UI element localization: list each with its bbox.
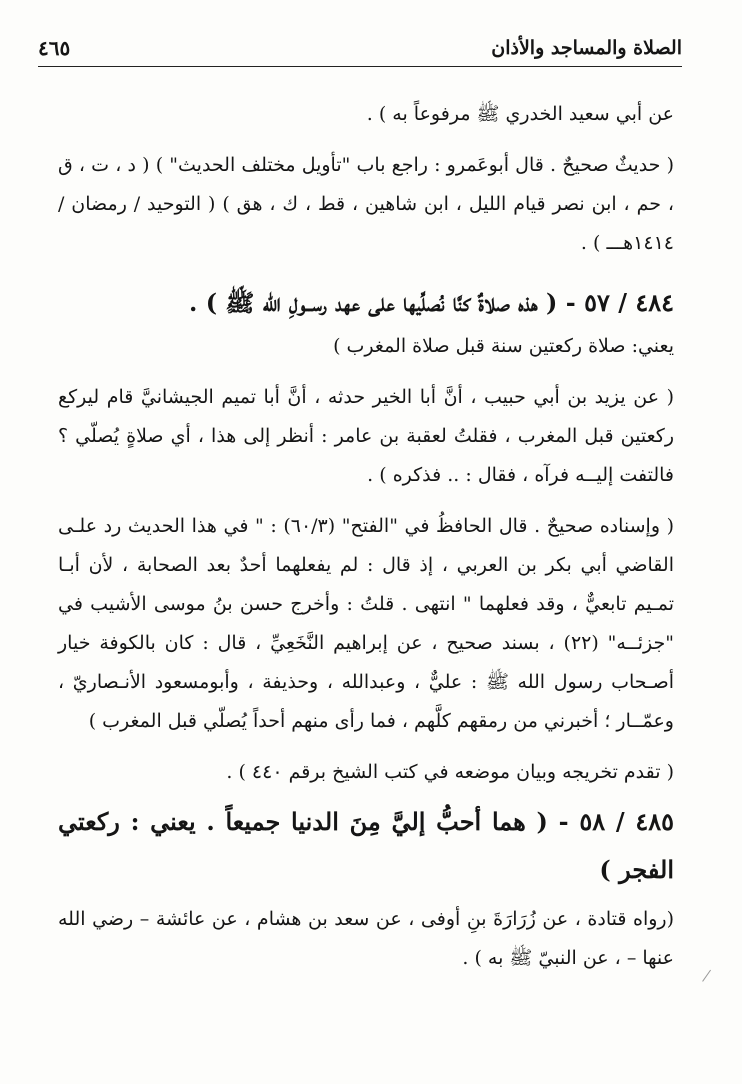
scan-mark — [702, 970, 712, 983]
page-number: ٤٦٥ — [38, 36, 71, 60]
paragraph-continuation: عن أبي سعيد الخدري ﷺ مرفوعاً به ) . — [366, 103, 674, 125]
paragraph-takhrij-1: ( حديثٌ صحيحٌ . قال أبوعَمرو : راجع باب "تأويل مختلف الحديث" ) ( د ، ت ، ق ، حم ، ابن نصر قيام الليل ، ابن شاهين ، قط ، ك ، هق ) ( التوحيد / رمضان / ١٤١٤هـــ ) . — [58, 154, 674, 254]
hadith-explanation: يعني: صلاة ركعتين سنة قبل صلاة المغرب ) — [333, 335, 674, 357]
hadith-heading-485: ٤٨٥ / ٥٨ - ( هما أحبُّ إليَّ مِنَ الدنيا جميعاً . يعني : ركعتي الفجر ) — [58, 807, 674, 884]
page-header — [38, 30, 682, 67]
paragraph-riwaya: (رواه قتادة ، عن زُرَارَةَ بنِ أوفى ، عن سعد بن هشام ، عن عائشة – رضي الله عنها – ، عن النبيّ ﷺ به ) . — [58, 908, 674, 969]
paragraph-commentary: ( وإسناده صحيحٌ . قال الحافظُ في "الفتح" (٦٠/٣) : " في هذا الحديث رد علـى القاضي أبي بكر بن العربي ، إذ قال : لم يفعلهما أحدٌ بعد الصحابة ، لأن أبـا تمـيم تابعيٌّ ، وقد فعلهما " انتهى . قلتُ : وأخرج حسن بنُ موسى الأشيب في "جزئــه" (٢٢) ، بسند صحيح ، عن إبراهيم النَّخَعِيِّ ، قال : كان بالكوفة خيار أصـحاب رسول الله ﷺ : عليٌّ ، وعبدالله ، وحذيفة ، وأبومسعود الأنـصاريّ ، وعمّــار ؛ أخبرني من رمقهم كلَّهم ، فما رأى منهم أحداً يُصلّي قبل المغرب ) — [58, 515, 675, 732]
running-title: الصلاة والمساجد والأذان — [491, 37, 682, 59]
paragraph-cross-reference: ( تقدم تخريجه وبيان موضعه في كتب الشيخ برقم ٤٤٠ ) . — [226, 761, 674, 783]
page-body — [58, 95, 674, 978]
hadith-heading-484: ٤٨٤ / ٥٧ - ( هذه صلاةٌ كنَّا نُصلِّيها على عهد رســولِ الله ﷺ ) . — [188, 288, 674, 317]
paragraph-isnad: ( عن يزيد بن أبي حبيب ، أنَّ أبا الخير حدثه ، أنَّ أبا تميم الجيشانيَّ قام ليركع ركعتين قبل المغرب ، فقلتُ لعقبة بن عامر : أنظر إلى هذا ، أي صلاةٍ يُصلّي ؟ فالتفت إليــه فرآه ، فقال : .. فذكره ) . — [58, 386, 674, 486]
